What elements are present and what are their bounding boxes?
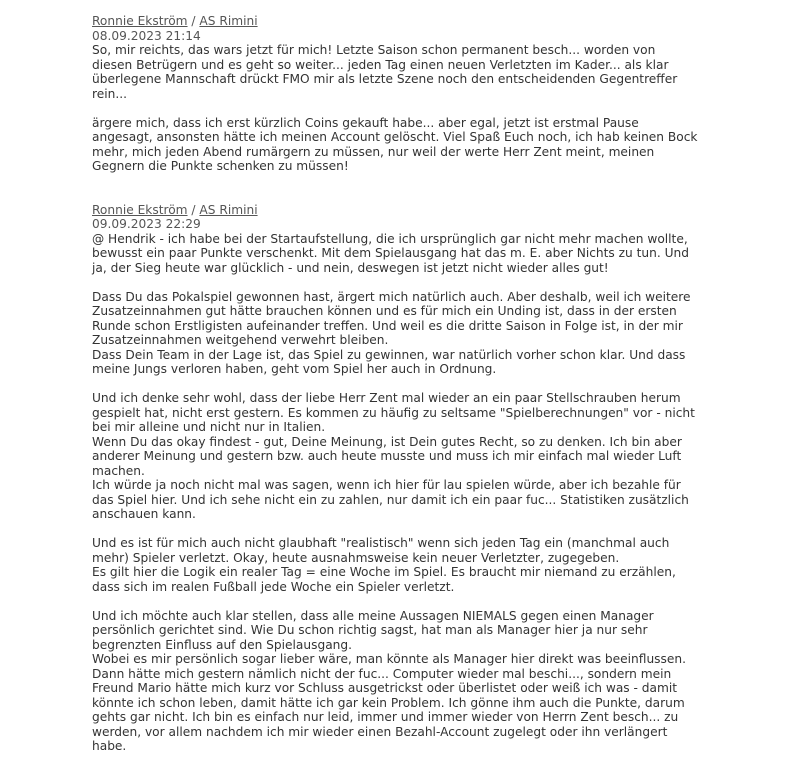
author-team-separator: / [187, 202, 200, 217]
post-paragraph: Dass Du das Pokalspiel gewonnen hast, ärgert mich natürlich auch. Aber deshalb, weil ich weitere Zusatzeinnahmen gut hätte brauchen können und es für mich ein Unding ist, dass in der ersten Runde schon Erstligisten aufeinander treffen. Und weil es die dritte Saison in Folge ist, in der mir Zusatzeinnahmen weitgehend verwehrt bleiben. Dass Dein Team in der Lage ist, das Spiel zu gewinnen, war natürlich vorher schon klar. Und dass meine Jungs verloren haben, geht vom Spiel her auch in Ordnung. [92, 289, 691, 376]
post-paragraph: Und es ist für mich auch nicht glaubhaft "realistisch" wenn sich jeden Tag ein (manchmal auch mehr) Spieler verletzt. Okay, heute ausnahmsweise kein neuer Verletzter, zugegeben. Es gilt hier die Logik ein realer Tag = eine Woche im Spiel. Es braucht mir niemand zu erzählen, dass sich im realen Fußball jede Woche ein Spieler verletzt. [92, 536, 676, 594]
post-body [92, 232, 702, 754]
post-date: 09.09.2023 22:29 [92, 217, 201, 231]
author-link[interactable]: Ronnie Ekström [92, 14, 188, 28]
post-paragraph: So, mir reichts, das wars jetzt für mich! Letzte Saison schon permanent besch... worden von diesen Betrügern und es geht so weiter... jeden Tag einen neuen Verletzten im Kader... als klar überlegene Mannschaft drückt FMO mir als letzte Szene noch den entscheidenden Gegentreffer rein... [92, 43, 678, 101]
forum-post [92, 14, 702, 174]
author-team-separator: / [187, 14, 200, 28]
post-paragraph: @ Hendrik - ich habe bei der Startaufstellung, die ich ursprünglich gar nicht mehr machen wollte, bewusst ein paar Punkte verschenkt. Mit dem Spielausgang hat das m. E. aber Nichts zu tun. Und ja, der Sieg heute war glücklich - und nein, deswegen ist jetzt nicht wieder alles gut! [92, 231, 689, 275]
post-paragraph: Und ich möchte auch klar stellen, dass alle meine Aussagen NIEMALS gegen einen Manager persönlich gerichtet sind. Wie Du schon richtig sagst, hat man als Manager hier ja nur sehr begrenzten Einfluss auf den Spielausgang. Wobei es mir persönlich sogar lieber wäre, man könnte als Manager hier direkt was beeinflussen. Dann hätte mich gestern nämlich nicht der fuc... Computer wieder mal beschi..., sondern mein Freund Mario hätte mich kurz vor Schluss ausgetrickst oder überlistet oder weiß ich was - damit könnte ich schon leben, damit hätte ich gar kein Problem. Ich gönne ihm auch die Punkte, darum gehts gar nicht. Ich bin es einfach nur leid, immer und immer wieder von Herrn Zent besch... zu werden, vor allem nachdem ich mir wieder einen Bezahl-Account zugelegt oder ihn verlängert habe. [92, 608, 686, 753]
team-link[interactable]: AS Rimini [199, 14, 258, 28]
author-link[interactable]: Ronnie Ekström [92, 202, 188, 217]
post-paragraph: ärgere mich, dass ich erst kürzlich Coins gekauft habe... aber egal, jetzt ist erstmal Pause angesagt, ansonsten hätte ich meinen Account gelöscht. Viel Spaß Euch noch, ich hab keinen Bock mehr, mich jeden Abend rumärgern zu müssen, nur weil der werte Herr Zent meint, meinen Gegnern die Punkte schenken zu müssen! [92, 115, 698, 173]
post-header [92, 14, 702, 29]
team-link[interactable]: AS Rimini [199, 202, 258, 217]
post-date: 08.09.2023 21:14 [92, 28, 201, 43]
post-body [92, 43, 702, 174]
post-paragraph: Und ich denke sehr wohl, dass der liebe Herr Zent mal wieder an ein paar Stellschrauben herum gespielt hat, nicht erst gestern. Es kommen zu häufig zu seltsame "Spielberechnungen" vor - nicht bei mir alleine und nicht nur in Italien. Wenn Du das okay findest - gut, Deine Meinung, ist Dein gutes Recht, so zu denken. Ich bin aber anderer Meinung und gestern bzw. auch heute musste und muss ich mir einfach mal wieder Luft machen. Ich würde ja noch nicht mal was sagen, wenn ich hier für lau spielen würde, aber ich bezahle für das Spiel hier. Und ich sehe nicht ein zu zahlen, nur damit ich ein paar fuc... Statistiken zusätzlich anschauen kann. [92, 391, 695, 521]
forum-post [92, 203, 702, 754]
post-header [92, 203, 702, 218]
comment-feed [92, 14, 702, 754]
